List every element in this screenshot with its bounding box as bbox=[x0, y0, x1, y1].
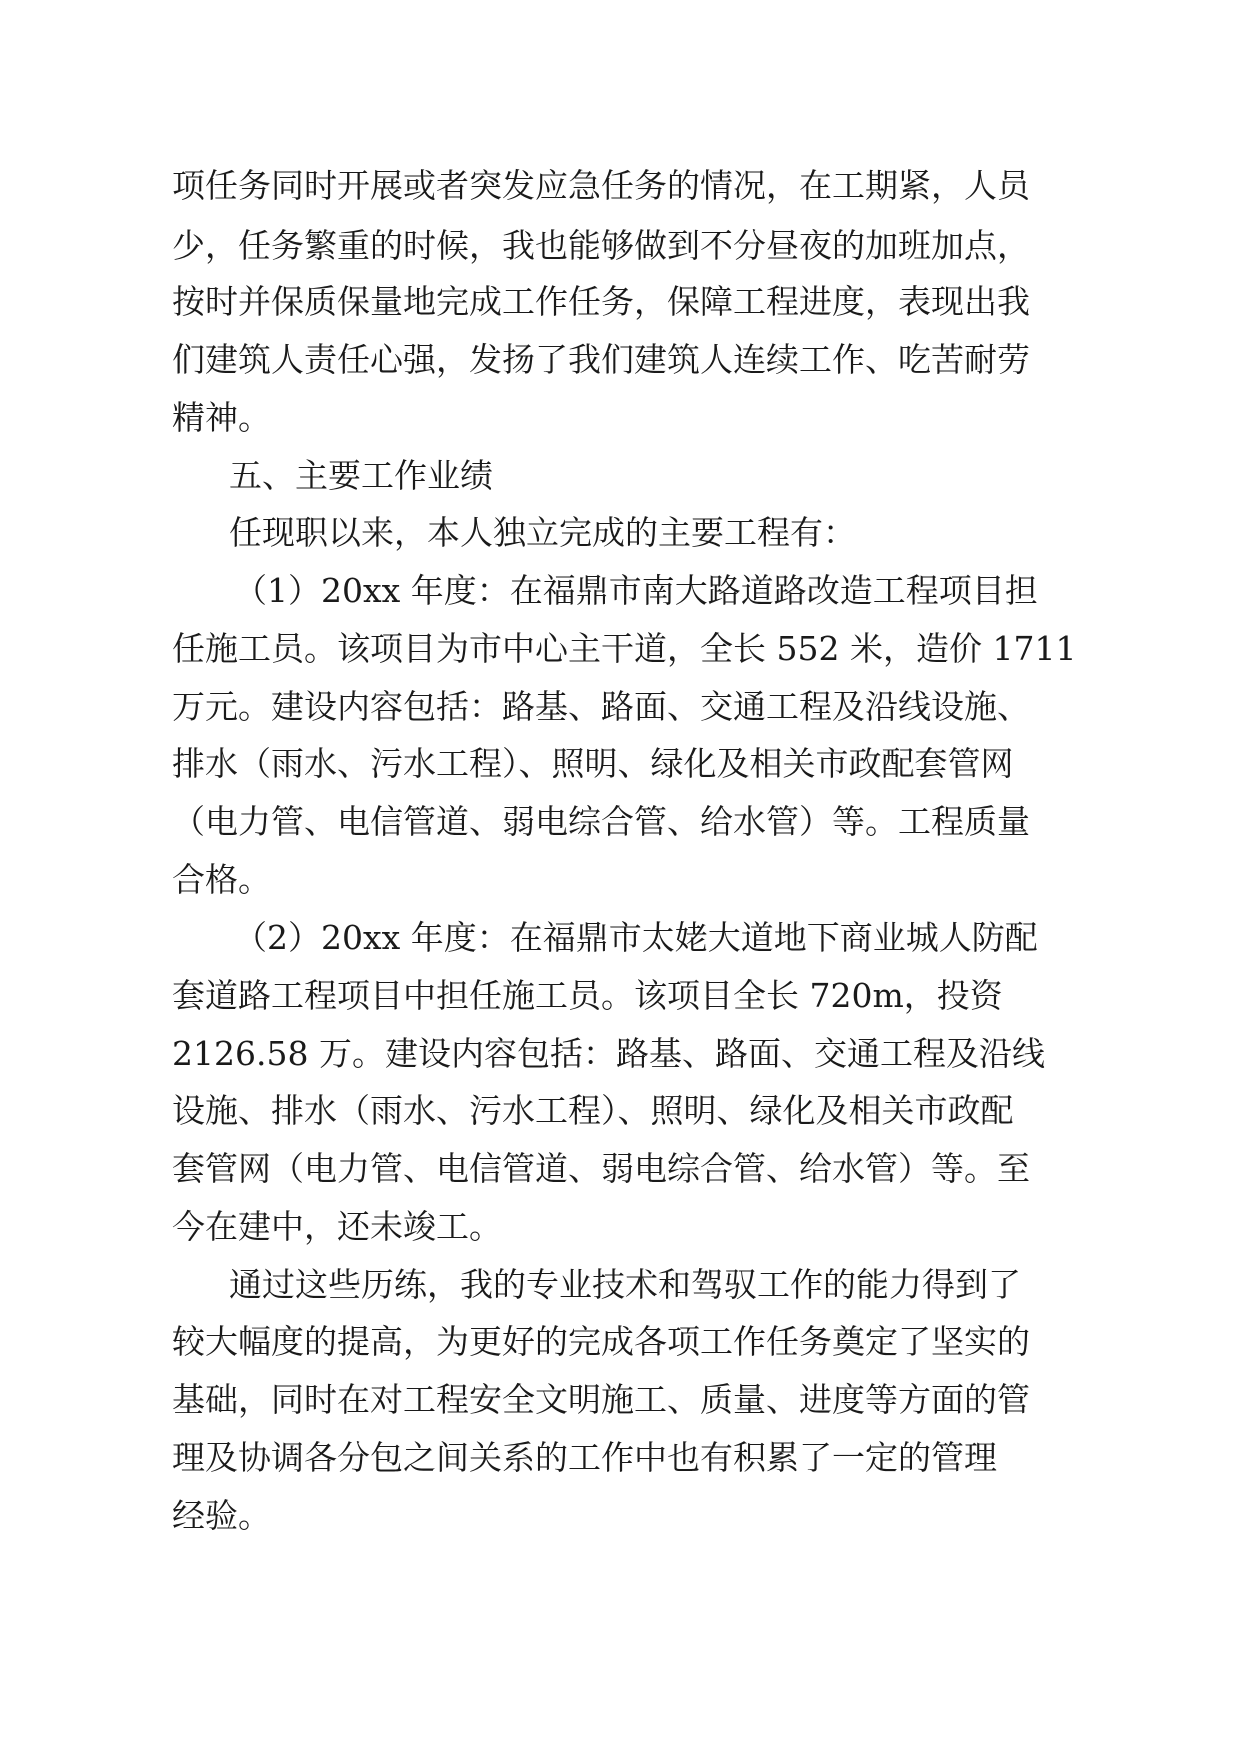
body-text-line: 少，任务繁重的时候，我也能够做到不分昼夜的加班加点， bbox=[172, 226, 1030, 265]
body-text-line: 基础，同时在对工程安全文明施工、质量、进度等方面的管 bbox=[172, 1380, 1030, 1419]
body-text-line: 通过这些历练，我的专业技术和驾驭工作的能力得到了 bbox=[229, 1265, 1021, 1304]
project-item-line: 套道路工程项目中担任施工员。该项目全长 720m，投资 bbox=[172, 976, 1003, 1015]
project-item-line: 排水（雨水、污水工程）、照明、绿化及相关市政配套管网 bbox=[172, 744, 1014, 783]
project-item-line: 万元。建设内容包括：路基、路面、交通工程及沿线设施、 bbox=[172, 687, 1030, 726]
project-item-line: 合格。 bbox=[172, 860, 271, 899]
project-item-line: 今在建中，还未竣工。 bbox=[172, 1207, 502, 1246]
project-item-line: 设施、排水（雨水、污水工程）、照明、绿化及相关市政配 bbox=[172, 1091, 1014, 1130]
body-text-line: 精神。 bbox=[172, 398, 271, 437]
body-text-line: 任现职以来，本人独立完成的主要工程有： bbox=[229, 513, 856, 552]
project-item-line: 任施工员。该项目为市中心主干道，全长 552 米，造价 1711 bbox=[172, 629, 1077, 668]
body-text-line: 较大幅度的提高，为更好的完成各项工作任务奠定了坚实的 bbox=[172, 1322, 1030, 1361]
project-item-line: （电力管、电信管道、弱电综合管、给水管）等。工程质量 bbox=[172, 802, 1030, 841]
body-text-line: 们建筑人责任心强，发扬了我们建筑人连续工作、吃苦耐劳 bbox=[172, 340, 1030, 379]
body-text-line: 按时并保质保量地完成工作任务，保障工程进度，表现出我 bbox=[172, 282, 1030, 321]
body-text-line: 理及协调各分包之间关系的工作中也有积累了一定的管理 bbox=[172, 1438, 997, 1477]
section-heading: 五、主要工作业绩 bbox=[229, 456, 493, 495]
project-item-line: （2）20xx 年度：在福鼎市太姥大道地下商业城人防配 bbox=[234, 918, 1038, 957]
project-item-line: 2126.58 万。建设内容包括：路基、路面、交通工程及沿线 bbox=[172, 1034, 1045, 1073]
project-item-line: （1）20xx 年度：在福鼎市南大路道路改造工程项目担 bbox=[234, 571, 1038, 610]
body-text-line: 经验。 bbox=[172, 1496, 271, 1535]
project-item-line: 套管网（电力管、电信管道、弱电综合管、给水管）等。至 bbox=[172, 1149, 1030, 1188]
body-text-line: 项任务同时开展或者突发应急任务的情况，在工期紧，人员 bbox=[172, 166, 1030, 205]
